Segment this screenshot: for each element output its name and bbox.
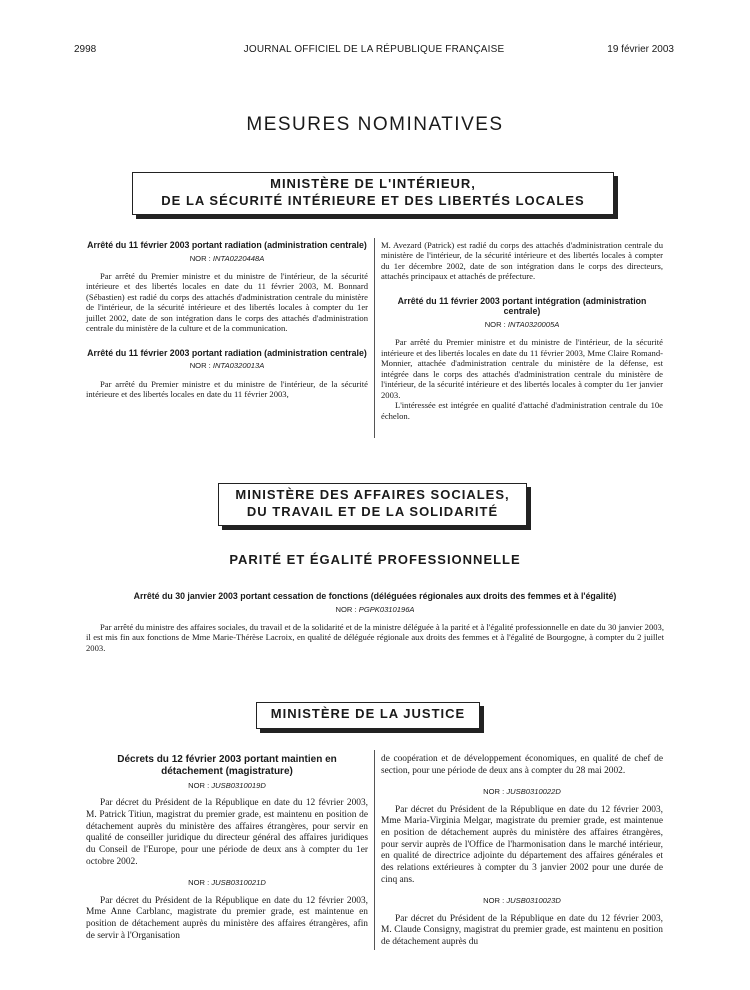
article-body-continued: de coopération et de développement économiques, en qualité de chef de section, pour une période de deux ans à compter du 28 mai 2002. [381, 754, 663, 776]
section3-right-column [381, 754, 663, 949]
ministry-box-line1: MINISTÈRE DE LA JUSTICE [270, 706, 466, 721]
nor-reference: NOR : JUSB0310023D [483, 896, 561, 906]
section1-left-column [86, 240, 368, 399]
article-title: Arrêté du 11 février 2003 portant intégration (administration centrale) [397, 295, 647, 317]
article-body: Par arrêté du Premier ministre et du ministre de l'intérieur, de la sécurité intérieure et des libertés locales en date du 11 février 2003, Mme Claire Romand-Monnier, attachée d'administration centrale du ministère de la défense, est intégrée dans le corps des attachés d'administration centrale du ministère de l'intérieur, de la sécurité intérieure et des libertés locales à compter du 1er janvier 2003. [381, 337, 663, 400]
article-title: Arrêté du 30 janvier 2003 portant cessation de fonctions (déléguées régionales aux droits des femmes et à l'égalité) [133, 591, 617, 601]
ministry-box-interieur [132, 172, 614, 215]
article-body: Par arrêté du Premier ministre et du ministre de l'intérieur, de la sécurité intérieure et des libertés locales en date du 11 février 2003, M. Bonnard (Sébastien) est radié du corps des attachés d'administration centrale du ministère de l'intérieur, de la sécurité intérieure et des libertés locales à compter du 1er juillet 2002, date de son intégration dans le corps des attachés d'administration centrale du ministère de la culture et de la communication. [86, 270, 368, 334]
nor-reference: NOR : PGPK0310196A [335, 604, 415, 614]
nor-reference: NOR : INTA0220448A [189, 253, 265, 263]
article-title: Arrêté du 11 février 2003 portant radiation (administration centrale) [87, 347, 367, 358]
article-body: Par décret du Président de la République en date du 12 février 2003, Mme Maria-Virginia Melgar, magistrate du premier grade, est maintenue en position de détachement auprès du ministère des affaires étrangères, pour servir auprès de l'Office de l'harmonisation dans le marché intérieur, en qualité de directrice adjointe du département des affaires générales et des relations extérieures à compter du 3 janvier 2002 pour une durée de cinq ans. [381, 804, 663, 885]
ministry-box-line1: MINISTÈRE DE L'INTÉRIEUR, [270, 176, 476, 191]
ministry-box-line2: DE LA SÉCURITÉ INTÉRIEURE ET DES LIBERTÉS LOCALES [161, 192, 585, 208]
section3-left-column [86, 754, 368, 942]
ministry-box-justice [256, 702, 480, 729]
article-body: Par décret du Président de la République en date du 12 février 2003, Mme Anne Carblanc, magistrate du premier grade, est maintenue en position de détachement auprès du ministère des affaires étrangères, afin de servir à l'Organisation [86, 895, 368, 941]
article-body: Par arrêté du Premier ministre et du ministre de l'intérieur, de la sécurité intérieure et des libertés locales en date du 11 février 2003, [86, 378, 368, 399]
article-body: Par décret du Président de la République en date du 12 février 2003, M. Claude Consigny, magistrat du premier grade, est maintenu en position de détachement auprès du [381, 913, 663, 948]
page-header [74, 44, 674, 58]
article-body-continued: M. Avezard (Patrick) est radié du corps des attachés d'administration centrale du ministère de l'intérieur, de la sécurité intérieure et des libertés locales à compter du 1er décembre 2002, date de son intégration dans le corps des directeurs, attachés principaux et attachés de préfecture. [381, 240, 663, 282]
nor-reference: NOR : JUSB0310022D [483, 787, 561, 797]
column-divider [374, 750, 375, 950]
nor-reference: NOR : INTA0320013A [189, 361, 265, 371]
ministry-box-line1: MINISTÈRE DES AFFAIRES SOCIALES, [235, 487, 510, 502]
article-title: Décrets du 12 février 2003 portant maintien en détachement (magistrature) [117, 754, 337, 777]
nor-reference: NOR : JUSB0310021D [188, 878, 266, 888]
article-title: Arrêté du 11 février 2003 portant radiation (administration centrale) [87, 240, 367, 250]
section2-column [86, 591, 664, 653]
section-subheading: PARITÉ ET ÉGALITÉ PROFESSIONNELLE [229, 552, 521, 567]
ministry-box-line2: DU TRAVAIL ET DE LA SOLIDARITÉ [246, 503, 499, 519]
main-title: MESURES NOMINATIVES [246, 114, 504, 135]
column-divider [374, 238, 375, 438]
article-body: Par arrêté du ministre des affaires sociales, du travail et de la solidarité et de la ministre déléguée à la parité et à l'égalité professionnelle en date du 30 janvier 2003, il est mis fin aux fonctions de Mme Marie-Thérèse Lacroix, en qualité de déléguée régionale aux droits des femmes et à l'égalité de Bourgogne, à compter du 2 juillet 2003. [86, 621, 664, 653]
nor-reference: NOR : JUSB0310019D [188, 781, 266, 790]
article-body: L'intéressée est intégrée en qualité d'attaché d'administration centrale du 10e échelon. [381, 400, 663, 421]
issue-date: 19 février 2003 [607, 44, 674, 55]
journal-title: JOURNAL OFFICIEL DE LA RÉPUBLIQUE FRANÇAISE [243, 44, 505, 55]
nor-reference: NOR : INTA0320005A [484, 320, 560, 330]
article-body: Par décret du Président de la République en date du 12 février 2003, M. Patrick Titiun, magistrat du premier grade, est maintenu en position de détachement auprès du ministère des affaires étrangères, pour servir en qualité de conseiller juridique du directeur général des affaires juridiques du Conseil de l'Europe, pour une période de deux ans à compter du 1er octobre 2002. [86, 798, 368, 867]
section1-right-column [381, 240, 663, 421]
page-number: 2998 [74, 44, 97, 55]
ministry-box-affaires-sociales [218, 483, 527, 526]
